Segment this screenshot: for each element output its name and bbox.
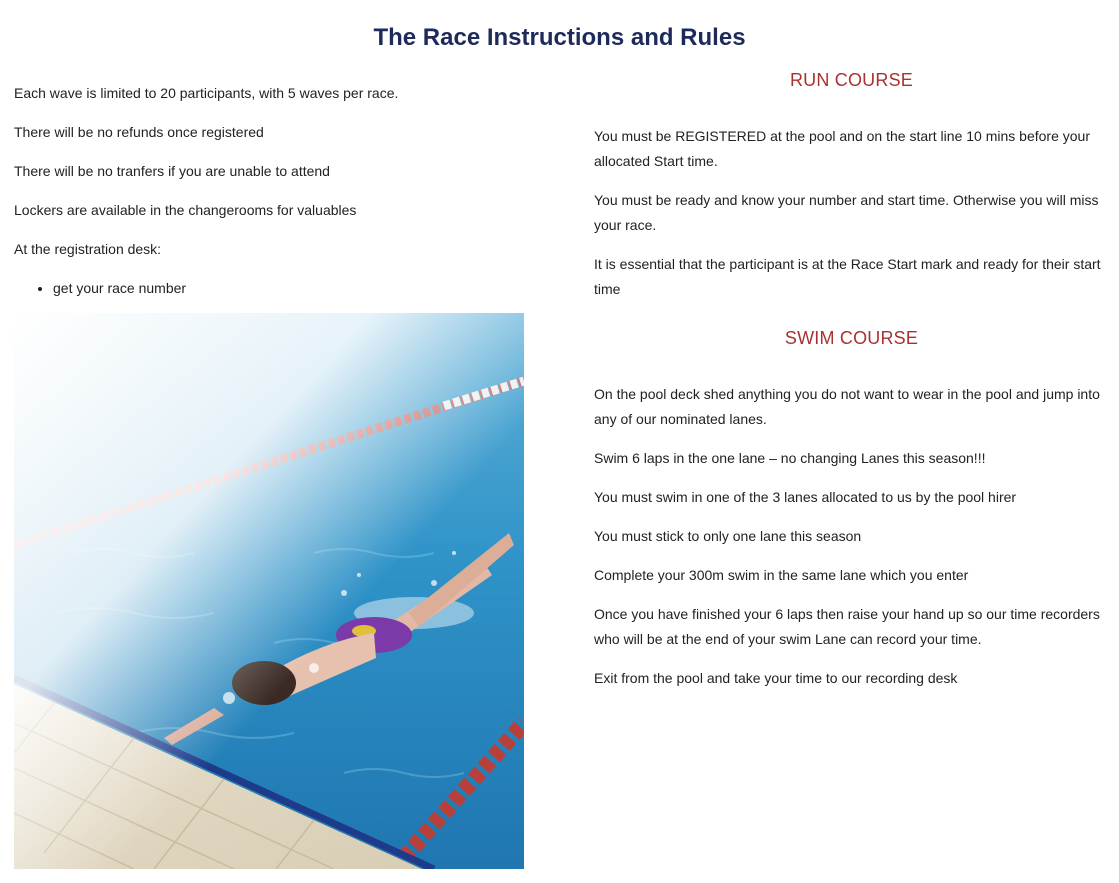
- swim-course-rules: [594, 382, 1109, 691]
- swim-rule-pool-deck: On the pool deck shed anything you do not want to wear in the pool and jump into any of our nominated lanes.: [594, 386, 1100, 427]
- rule-no-refunds: There will be no refunds once registered: [14, 124, 264, 140]
- registration-item-race-number: • get your race number: [53, 279, 534, 297]
- run-rule-registered: You must be REGISTERED at the pool and on the start line 10 mins before your allocated Start time.: [594, 128, 1090, 169]
- rule-registration-desk: At the registration desk:: [14, 241, 162, 257]
- swim-rule-raise-hand: Once you have finished your 6 laps then raise your hand up so our time recorders who will be at the end of your swim Lane can record your time.: [594, 606, 1100, 647]
- rule-lockers: Lockers are available in the changerooms for valuables: [14, 202, 357, 218]
- swimmer-pool-photo: [14, 313, 524, 869]
- course-rules: [594, 68, 1109, 705]
- run-course-rules: [594, 124, 1109, 302]
- swim-rule-300m: Complete your 300m swim in the same lane which you enter: [594, 567, 969, 583]
- run-course-heading: RUN COURSE: [789, 70, 913, 90]
- swim-course-heading: SWIM COURSE: [784, 328, 919, 348]
- page-title: The Race Instructions and Rules: [373, 24, 746, 51]
- swim-rule-six-laps: Swim 6 laps in the one lane – no changing Lanes this season!!!: [594, 450, 986, 466]
- run-rule-ready: You must be ready and know your number and start time. Otherwise you will miss your race.: [594, 192, 1099, 233]
- swim-rule-one-lane: You must stick to only one lane this season: [594, 528, 862, 544]
- general-rules: [14, 84, 534, 297]
- registration-list: [14, 279, 534, 297]
- swim-rule-exit: Exit from the pool and take your time to our recording desk: [594, 670, 958, 686]
- rule-wave-limit: Each wave is limited to 20 participants, with 5 waves per race.: [14, 85, 399, 101]
- run-rule-start-mark: It is essential that the participant is at the Race Start mark and ready for their start time: [594, 256, 1101, 297]
- rule-no-transfers: There will be no tranfers if you are unable to attend: [14, 163, 330, 179]
- swim-rule-three-lanes: You must swim in one of the 3 lanes allocated to us by the pool hirer: [594, 489, 1017, 505]
